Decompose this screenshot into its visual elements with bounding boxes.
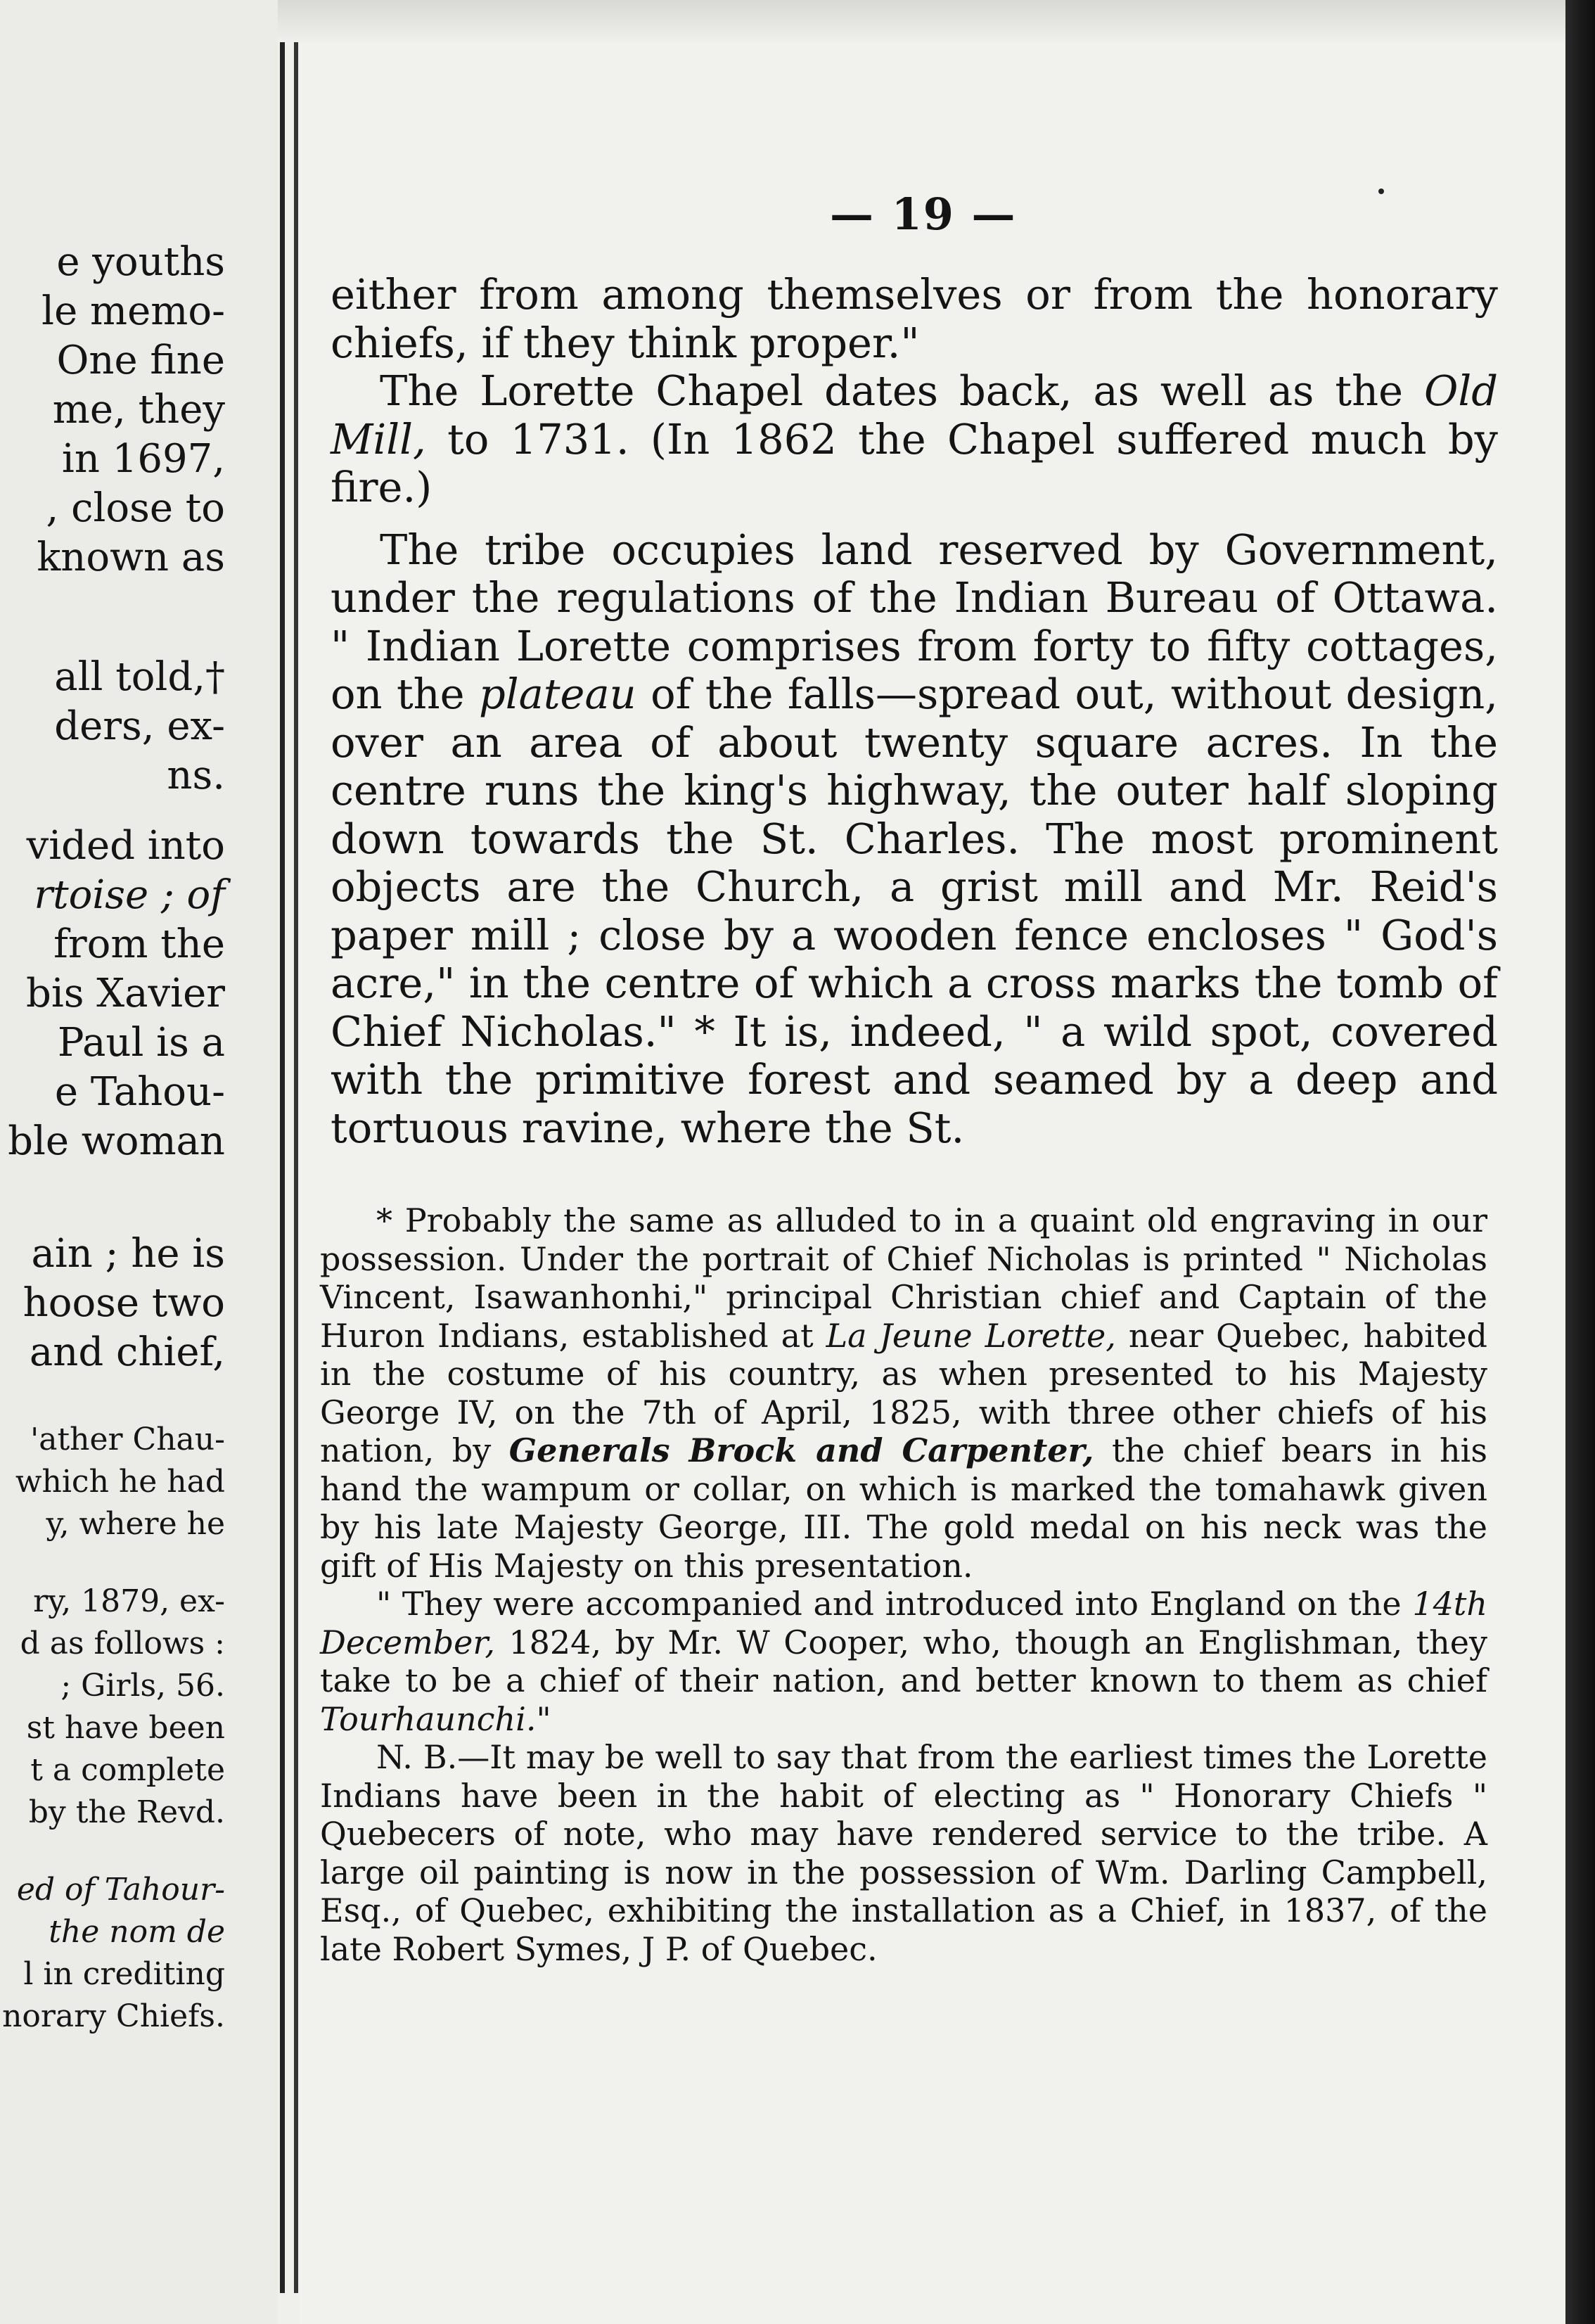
left-line: ble woman bbox=[8, 1118, 225, 1164]
footnote-paragraph: * Probably the same as alluded to in a quaint old engraving in our possession. Under the portrait of Chief Nicholas is printed " Nicholas Vincent, Isawanhonhi," principal Christian chief and Captain of the Huron Indians, established at La Jeune Lorette, near Quebec, habited in the costume of his country, as when presented to his Majesty George IV, on the 7th of April, 1825, with three other chiefs of his nation, by Generals Brock and Carpenter, the chief bears in his hand the wampum or collar, on which is marked the tomahawk given by his late Majesty George, III. The gold medal on his neck was the gift of His Majesty on this presentation. bbox=[320, 1201, 1488, 1585]
left-line: y, where he bbox=[46, 1506, 225, 1542]
left-line: Paul is a bbox=[57, 1020, 225, 1066]
footnote-paragraph: N. B.—It may be well to say that from the earliest times the Lorette Indians have been in the habit of electing as " Honorary Chiefs " Quebecers of note, who may have rendered service to the tribe. A large oil painting is now in the possession of Wm. Darling Campbell, Esq., of Quebec, exhibiting the installation as a Chief, in 1837, of the late Robert Symes, J P. of Quebec. bbox=[320, 1738, 1487, 1968]
left-line: from the bbox=[53, 921, 225, 967]
left-line: me, they bbox=[52, 387, 225, 433]
left-line: l in crediting bbox=[23, 1956, 225, 1992]
left-line: known as bbox=[37, 535, 225, 580]
left-line: in 1697, bbox=[61, 436, 225, 482]
footnote-paragraph: " They were accompanied and introduced into England on the 14th December, 1824, by Mr. W Cooper, who, though an Englishman, they take to be a chief of their nation, and better known to them as chief Tourhaunchi." bbox=[320, 1585, 1487, 1738]
left-line: ns. bbox=[167, 753, 225, 798]
body-paragraph: The Lorette Chapel dates back, as well as the Old Mill, to 1731. (In 1862 the Chapel suffered much by fire.) bbox=[331, 366, 1498, 511]
right-edge-shadow bbox=[1565, 0, 1595, 2324]
left-line: , close to bbox=[46, 485, 225, 531]
left-line: norary Chiefs. bbox=[2, 1998, 225, 2034]
left-line: the nom de bbox=[49, 1914, 225, 1950]
left-line: vided into bbox=[26, 823, 225, 869]
left-line: st have been bbox=[26, 1710, 225, 1746]
left-line: ed of Tahour- bbox=[16, 1872, 225, 1908]
page-gutter-line bbox=[294, 42, 298, 2293]
left-line: ders, ex- bbox=[54, 703, 225, 749]
left-line: hoose two bbox=[23, 1280, 225, 1326]
left-line: e Tahou- bbox=[54, 1069, 225, 1115]
body-paragraph: either from among themselves or from the honorary chiefs, if they think proper." bbox=[331, 270, 1498, 367]
left-line: ain ; he is bbox=[31, 1231, 225, 1277]
page-gutter-line bbox=[280, 42, 285, 2293]
left-line: t a complete bbox=[30, 1752, 225, 1788]
body-paragraph: The tribe occupies land reserved by Government, under the regulations of the Indian Bureau of Ottawa. " Indian Lorette comprises from forty to fifty cottages, on the plateau of the falls—spread out, without design, over an area of about twenty square acres. In the centre runs the king's highway, the outer half sloping down towards the St. Charles. The most prominent objects are the Church, a grist mill and Mr. Reid's paper mill ; close by a wooden fence encloses " God's acre," in the centre of which a cross marks the tomb of Chief Nicholas." * It is, indeed, " a wild spot, covered with the primitive forest and seamed by a deep and tortuous ravine, where the St. bbox=[331, 525, 1498, 1152]
left-line: bis Xavier bbox=[25, 971, 225, 1016]
left-line: le memo- bbox=[41, 288, 225, 334]
page-number: — 19 — bbox=[830, 189, 1017, 240]
left-line: by the Revd. bbox=[28, 1794, 225, 1830]
left-line: all told,† bbox=[54, 654, 225, 700]
main-body-text bbox=[331, 271, 1498, 1152]
footnotes bbox=[320, 1201, 1487, 1968]
left-line: One fine bbox=[56, 338, 225, 383]
left-line: which he had bbox=[15, 1464, 225, 1500]
left-line: ; Girls, 56. bbox=[60, 1668, 225, 1704]
left-line: ry, 1879, ex- bbox=[33, 1583, 225, 1619]
left-line: rtoise ; of bbox=[34, 872, 225, 918]
left-line: e youths bbox=[56, 239, 225, 285]
left-page-fragment bbox=[0, 0, 278, 2324]
left-line: 'ather Chau- bbox=[30, 1422, 225, 1457]
left-line: and chief, bbox=[29, 1329, 225, 1375]
ink-dot bbox=[1378, 189, 1384, 194]
left-line: d as follows : bbox=[20, 1626, 225, 1661]
